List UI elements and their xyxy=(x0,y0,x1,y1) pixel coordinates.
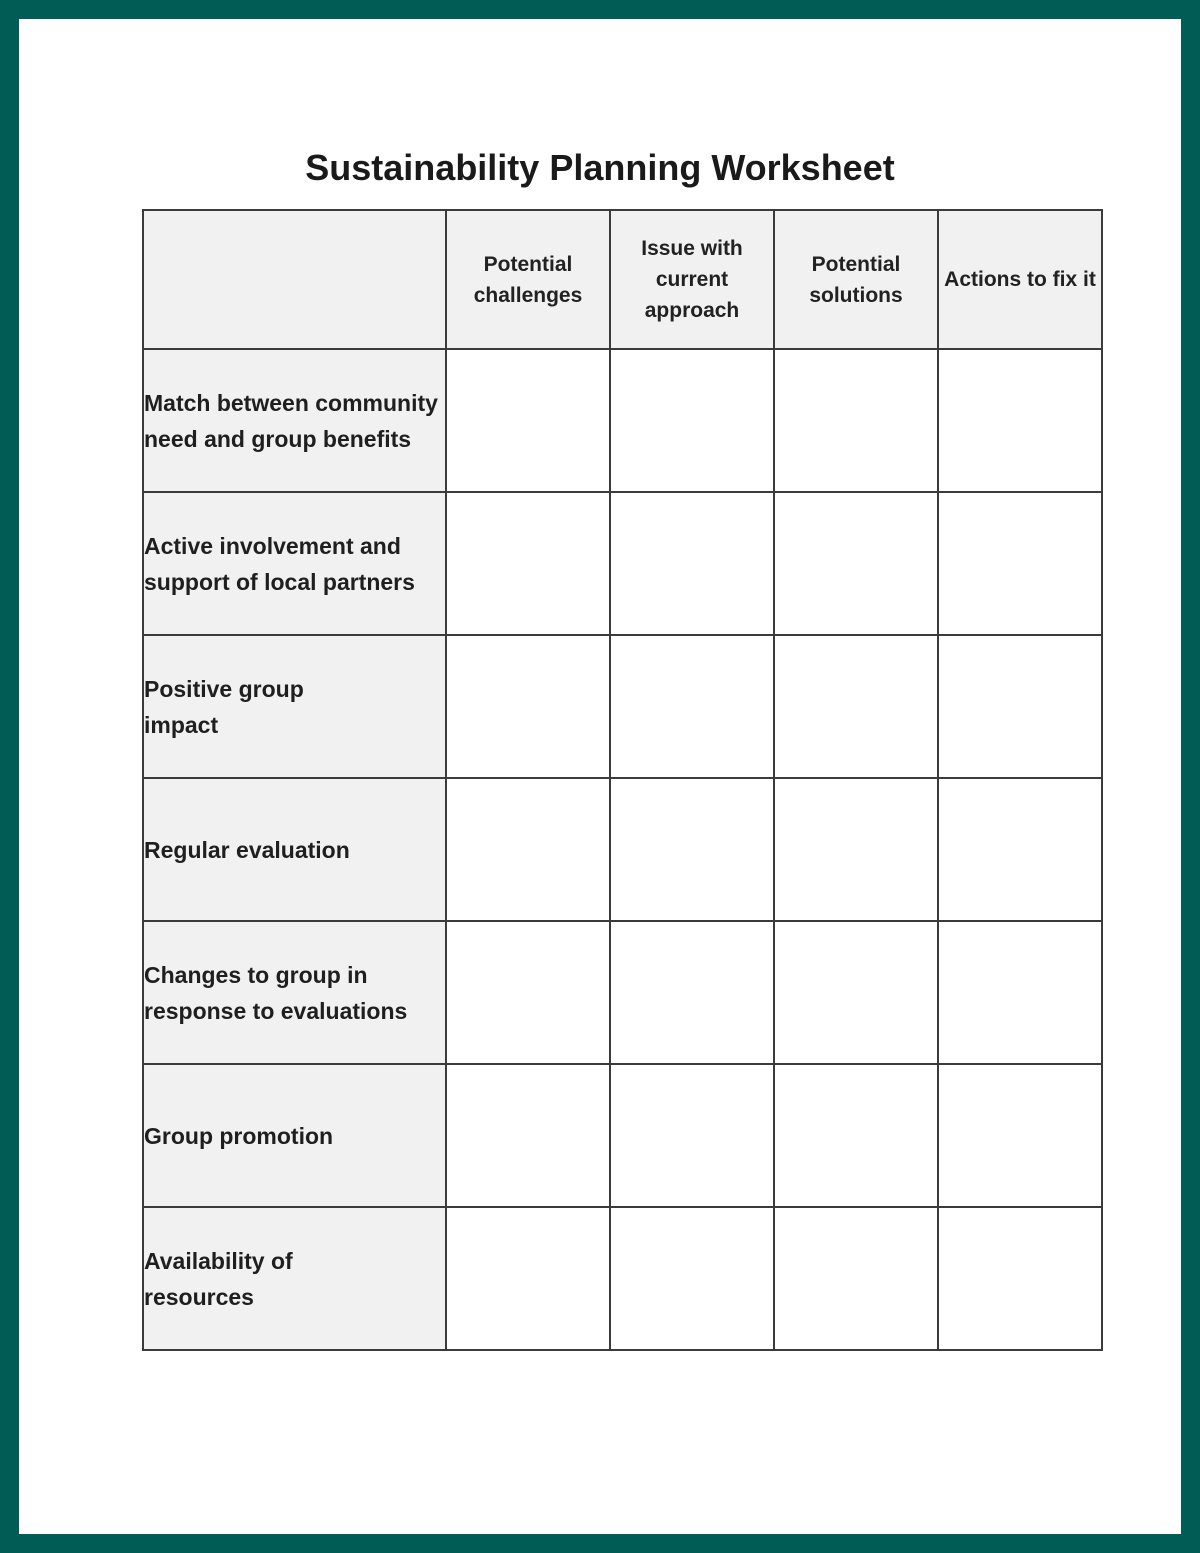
empty-cell xyxy=(774,635,938,778)
column-header-issue-with-current-approach: Issue with current approach xyxy=(610,210,774,349)
empty-cell xyxy=(774,778,938,921)
row-label-regular-evaluation: Regular evaluation xyxy=(143,778,446,921)
corner-cell xyxy=(143,210,446,349)
table-row xyxy=(143,921,1102,1064)
row-label-community-need: Match between community need and group benefits xyxy=(143,349,446,492)
column-header-potential-challenges: Potential challenges xyxy=(446,210,610,349)
header-row xyxy=(143,210,1102,349)
empty-cell xyxy=(610,1207,774,1350)
empty-cell xyxy=(610,635,774,778)
empty-cell xyxy=(446,1207,610,1350)
empty-cell xyxy=(446,778,610,921)
empty-cell xyxy=(446,921,610,1064)
empty-cell xyxy=(774,1207,938,1350)
table-row xyxy=(143,778,1102,921)
empty-cell xyxy=(938,349,1102,492)
empty-cell xyxy=(938,635,1102,778)
empty-cell xyxy=(774,921,938,1064)
empty-cell xyxy=(446,349,610,492)
column-header-potential-solutions: Potential solutions xyxy=(774,210,938,349)
row-label-local-partners: Active involvement and support of local partners xyxy=(143,492,446,635)
empty-cell xyxy=(774,349,938,492)
empty-cell xyxy=(938,921,1102,1064)
table-row xyxy=(143,635,1102,778)
page-title: Sustainability Planning Worksheet xyxy=(305,147,895,188)
empty-cell xyxy=(774,1064,938,1207)
row-label-availability-of-resources: Availability of resources xyxy=(143,1207,446,1350)
empty-cell xyxy=(610,492,774,635)
empty-cell xyxy=(610,1064,774,1207)
empty-cell xyxy=(774,492,938,635)
empty-cell xyxy=(938,1064,1102,1207)
row-label-group-impact: Positive group impact xyxy=(143,635,446,778)
table-row xyxy=(143,349,1102,492)
empty-cell xyxy=(446,1064,610,1207)
row-label-group-promotion: Group promotion xyxy=(143,1064,446,1207)
planning-table xyxy=(142,209,1103,1351)
empty-cell xyxy=(938,778,1102,921)
empty-cell xyxy=(938,1207,1102,1350)
table-row xyxy=(143,492,1102,635)
empty-cell xyxy=(610,778,774,921)
empty-cell xyxy=(938,492,1102,635)
table-row xyxy=(143,1064,1102,1207)
empty-cell xyxy=(446,492,610,635)
table-row xyxy=(143,1207,1102,1350)
column-header-actions-to-fix-it: Actions to fix it xyxy=(938,210,1102,349)
row-label-changes-to-group: Changes to group in response to evaluations xyxy=(143,921,446,1064)
empty-cell xyxy=(446,635,610,778)
empty-cell xyxy=(610,349,774,492)
empty-cell xyxy=(610,921,774,1064)
